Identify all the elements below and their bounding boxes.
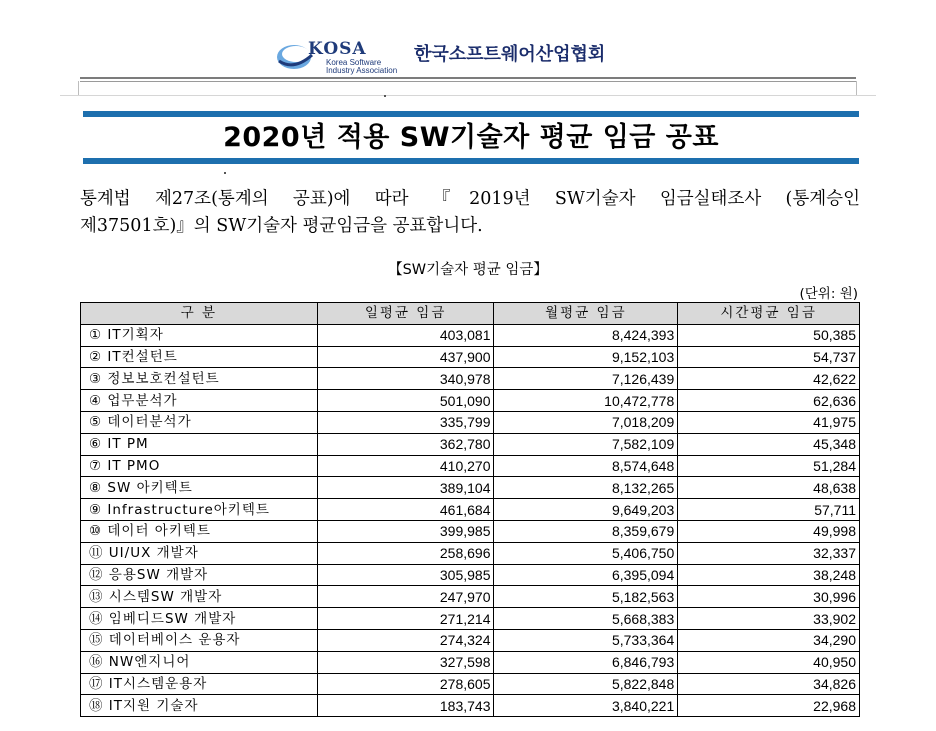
intro-line: 제37501호)』의 SW기술자 평균임금을 공표합니다. (80, 216, 483, 236)
hourly-wage-cell: 34,290 (678, 629, 860, 651)
monthly-wage-cell: 5,406,750 (494, 542, 678, 564)
category-cell: ⑬ 시스템SW 개발자 (81, 586, 318, 608)
daily-wage-cell: 278,605 (317, 673, 494, 695)
monthly-wage-cell: 5,182,563 (494, 586, 678, 608)
table-row (81, 695, 860, 717)
column-header: 월평균 임금 (494, 303, 678, 325)
hourly-wage-cell: 42,622 (678, 368, 860, 390)
monthly-wage-cell: 9,649,203 (494, 499, 678, 521)
monthly-wage-cell: 8,359,679 (494, 520, 678, 542)
daily-wage-cell: 399,985 (317, 520, 494, 542)
table-row (81, 433, 860, 455)
divider (60, 95, 876, 96)
category-cell: ⑩ 데이터 아키텍트 (81, 520, 318, 542)
table-row (81, 324, 860, 346)
hourly-wage-cell: 49,998 (678, 520, 860, 542)
monthly-wage-cell: 5,733,364 (494, 629, 678, 651)
category-cell: ③ 정보보호컨설턴트 (81, 368, 318, 390)
hourly-wage-cell: 57,711 (678, 499, 860, 521)
table-row (81, 346, 860, 368)
daily-wage-cell: 403,081 (317, 324, 494, 346)
hourly-wage-cell: 41,975 (678, 411, 860, 433)
divider (80, 81, 856, 82)
hourly-wage-cell: 51,284 (678, 455, 860, 477)
daily-wage-cell: 461,684 (317, 499, 494, 521)
table-row (81, 368, 860, 390)
hourly-wage-cell: 45,348 (678, 433, 860, 455)
daily-wage-cell: 501,090 (317, 390, 494, 412)
category-cell: ⑮ 데이터베이스 운용자 (81, 629, 318, 651)
hourly-wage-cell: 33,902 (678, 608, 860, 630)
table-row (81, 455, 860, 477)
category-cell: ⑤ 데이터분석가 (81, 411, 318, 433)
daily-wage-cell: 410,270 (317, 455, 494, 477)
table-row (81, 586, 860, 608)
table-row (81, 608, 860, 630)
hourly-wage-cell: 50,385 (678, 324, 860, 346)
table-caption: 【SW기술자 평균 임금】 (388, 262, 548, 278)
margin-mark (78, 81, 79, 95)
table-row (81, 629, 860, 651)
daily-wage-cell: 305,985 (317, 564, 494, 586)
monthly-wage-cell: 6,395,094 (494, 564, 678, 586)
document-header (0, 34, 936, 78)
table-header-row (81, 303, 860, 325)
column-header: 구 분 (81, 303, 318, 325)
daily-wage-cell: 327,598 (317, 651, 494, 673)
hourly-wage-cell: 40,950 (678, 651, 860, 673)
monthly-wage-cell: 8,424,393 (494, 324, 678, 346)
category-cell: ⑯ NW엔지니어 (81, 651, 318, 673)
daily-wage-cell: 258,696 (317, 542, 494, 564)
page-title: 2020년 적용 SW기술자 평균 임금 공표 (223, 122, 719, 153)
table-row (81, 499, 860, 521)
table-row (81, 477, 860, 499)
hourly-wage-cell: 22,968 (678, 695, 860, 717)
margin-mark (856, 81, 857, 95)
monthly-wage-cell: 8,574,648 (494, 455, 678, 477)
daily-wage-cell: 389,104 (317, 477, 494, 499)
category-cell: ⑥ IT PM (81, 433, 318, 455)
monthly-wage-cell: 5,668,383 (494, 608, 678, 630)
table-row (81, 411, 860, 433)
daily-wage-cell: 247,970 (317, 586, 494, 608)
wage-table (80, 302, 860, 717)
monthly-wage-cell: 9,152,103 (494, 346, 678, 368)
organization-name: 한국소프트웨어산업협회 (414, 44, 606, 65)
divider (80, 77, 856, 79)
category-cell: ⑨ Infrastructure아키텍트 (81, 499, 318, 521)
table-row (81, 542, 860, 564)
category-cell: ⑪ UI/UX 개발자 (81, 542, 318, 564)
column-header: 일평균 임금 (317, 303, 494, 325)
daily-wage-cell: 437,900 (317, 346, 494, 368)
hourly-wage-cell: 30,996 (678, 586, 860, 608)
hourly-wage-cell: 48,638 (678, 477, 860, 499)
category-cell: ⑰ IT시스템운용자 (81, 673, 318, 695)
hourly-wage-cell: 38,248 (678, 564, 860, 586)
kosa-logo (272, 37, 412, 77)
category-cell: ④ 업무분석가 (81, 390, 318, 412)
table-row (81, 673, 860, 695)
logo-text: KOSA (308, 39, 367, 59)
daily-wage-cell: 271,214 (317, 608, 494, 630)
category-cell: ① IT기획자 (81, 324, 318, 346)
daily-wage-cell: 274,324 (317, 629, 494, 651)
table-row (81, 520, 860, 542)
monthly-wage-cell: 3,840,221 (494, 695, 678, 717)
daily-wage-cell: 335,799 (317, 411, 494, 433)
category-cell: ⑦ IT PMO (81, 455, 318, 477)
intro-line: 통계법 제27조(통계의 공표)에 따라 『2019년 SW기술자 임금실태조사 (통계승인 (80, 189, 860, 209)
hourly-wage-cell: 62,636 (678, 390, 860, 412)
logo-subtitle: Industry Association (326, 66, 398, 75)
title-band-top (83, 111, 859, 117)
cursor-dot (224, 172, 226, 174)
hourly-wage-cell: 32,337 (678, 542, 860, 564)
hourly-wage-cell: 34,826 (678, 673, 860, 695)
category-cell: ⑫ 응용SW 개발자 (81, 564, 318, 586)
title-band-bottom (83, 158, 859, 164)
table-body (81, 324, 860, 716)
cursor-dot (384, 95, 386, 97)
monthly-wage-cell: 7,126,439 (494, 368, 678, 390)
intro-paragraph (80, 186, 860, 240)
logo-subtitle: Korea Software (326, 58, 382, 67)
monthly-wage-cell: 7,018,209 (494, 411, 678, 433)
daily-wage-cell: 340,978 (317, 368, 494, 390)
hourly-wage-cell: 54,737 (678, 346, 860, 368)
monthly-wage-cell: 7,582,109 (494, 433, 678, 455)
category-cell: ⑱ IT지원 기술자 (81, 695, 318, 717)
daily-wage-cell: 183,743 (317, 695, 494, 717)
column-header: 시간평균 임금 (678, 303, 860, 325)
monthly-wage-cell: 5,822,848 (494, 673, 678, 695)
monthly-wage-cell: 10,472,778 (494, 390, 678, 412)
table-row (81, 651, 860, 673)
unit-label: (단위: 원) (799, 286, 858, 302)
category-cell: ② IT컨설턴트 (81, 346, 318, 368)
table-row (81, 390, 860, 412)
monthly-wage-cell: 8,132,265 (494, 477, 678, 499)
monthly-wage-cell: 6,846,793 (494, 651, 678, 673)
daily-wage-cell: 362,780 (317, 433, 494, 455)
table-row (81, 564, 860, 586)
category-cell: ⑧ SW 아키텍트 (81, 477, 318, 499)
category-cell: ⑭ 임베디드SW 개발자 (81, 608, 318, 630)
